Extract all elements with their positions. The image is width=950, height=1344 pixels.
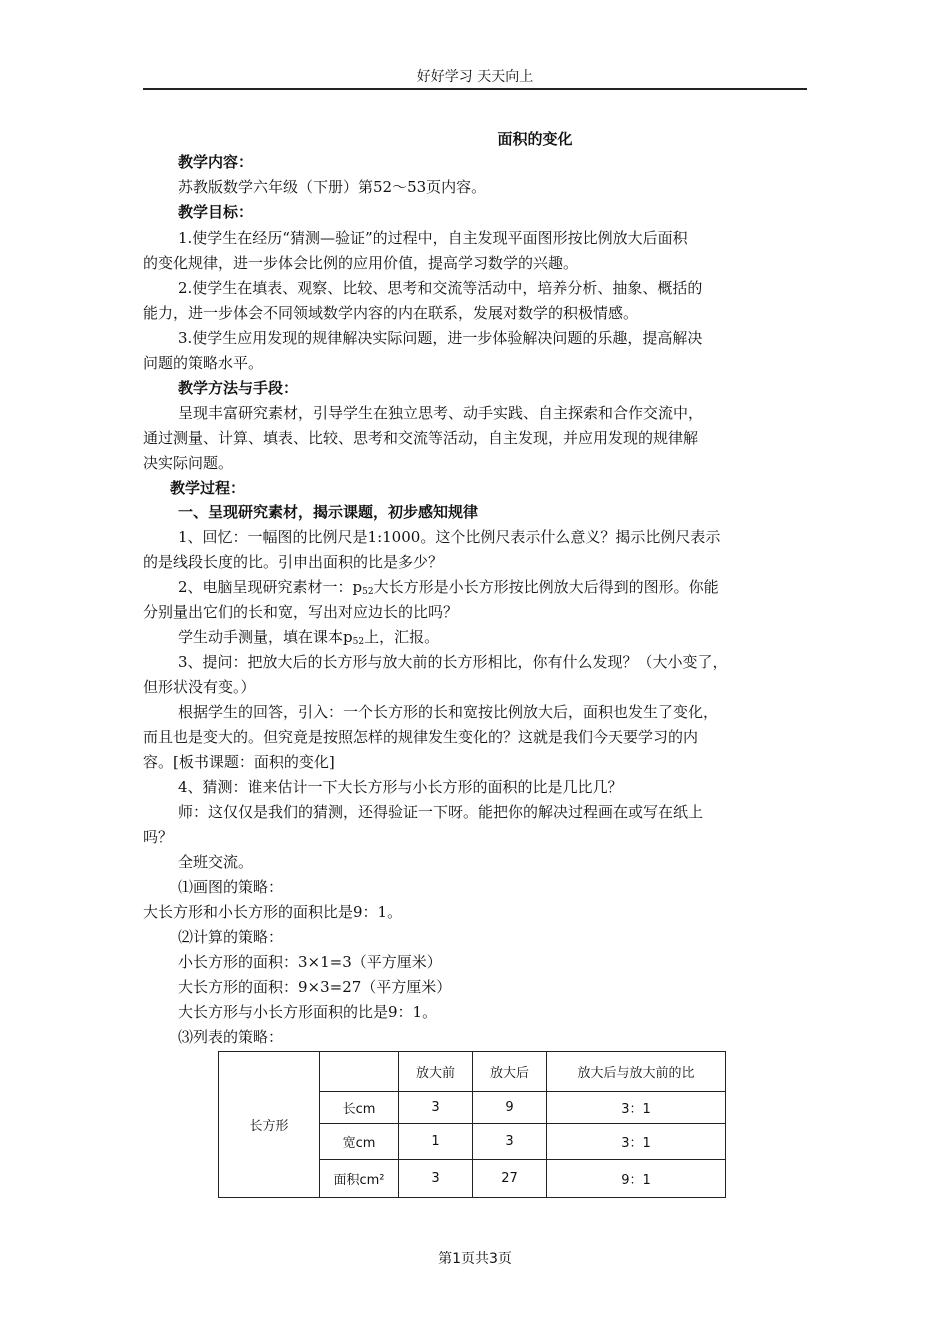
- p2-line-3: [178, 627, 439, 652]
- p3-line-2: 但形状没有变。）: [143, 678, 256, 696]
- p2-line-1-sub: 52: [362, 587, 374, 597]
- p2-line-3-pre: 学生动手测量，填在课本p: [178, 628, 353, 646]
- col-before-header: 放大前: [399, 1052, 473, 1092]
- p1-line-2: 的是线段长度的比。引申出面积的比是多少？: [143, 553, 444, 571]
- strategy-1-text: 大长方形和小长方形的面积比是9：1。: [143, 903, 403, 921]
- p2-line-1-post: 大长方形是小长方形按比例放大后得到的图形。你能: [373, 578, 719, 596]
- p4-line-4: 全班交流。: [178, 853, 254, 871]
- col-after-header: 放大后: [473, 1052, 547, 1092]
- methods-line-2: 通过测量、计算、填表、比较、思考和交流等活动，自主发现，并应用发现的规律解: [143, 429, 699, 447]
- methods-heading: 教学方法与手段：: [178, 379, 299, 397]
- strategy-3-heading: ⑶列表的策略：: [178, 1028, 284, 1046]
- p3-line-5: 容。[板书课题：面积的变化]: [143, 753, 335, 771]
- page-title: 面积的变化: [497, 130, 573, 148]
- cell-ratio: 9：1: [547, 1160, 726, 1198]
- row-label: 面积cm²: [320, 1160, 399, 1198]
- p3-line-3: 根据学生的回答，引入：一个长方形的长和宽按比例放大后，面积也发生了变化，: [178, 703, 719, 721]
- cell-after: 9: [473, 1092, 547, 1124]
- goal-1-line-1: 1.使学生在经历“猜测—验证”的过程中，自主发现平面图形按比例放大后面积: [178, 229, 688, 247]
- row-header-cell: 长方形: [219, 1052, 320, 1198]
- row-label: 宽cm: [320, 1124, 399, 1160]
- goal-3-line-1: 3.使学生应用发现的规律解决实际问题，进一步体验解决问题的乐趣，提高解决: [178, 329, 703, 347]
- row-label: 长cm: [320, 1092, 399, 1124]
- goal-1-line-2: 的变化规律，进一步体会比例的应用价值，提高学习数学的兴趣。: [143, 254, 579, 272]
- p3-line-4: 而且也是变大的。但究竟是按照怎样的规律发生变化的？这就是我们今天要学习的内: [143, 728, 699, 746]
- process-heading: 教学过程：: [170, 479, 246, 497]
- page-footer: 第1页共3页: [438, 1251, 512, 1267]
- strategy-2-line-2: 大长方形的面积：9×3=27（平方厘米）: [178, 978, 452, 996]
- page-header: 好好学习 天天向上: [143, 66, 807, 90]
- ratio-table: [218, 1051, 726, 1198]
- strategy-2-line-1: 小长方形的面积：3×1=3（平方厘米）: [178, 953, 442, 971]
- cell-before: 1: [399, 1124, 473, 1160]
- goals-heading: 教学目标：: [178, 203, 254, 221]
- p2-line-2: 分别量出它们的长和宽，写出对应边长的比吗？: [143, 603, 459, 621]
- corner-cell: [320, 1052, 399, 1092]
- goal-3-line-2: 问题的策略水平。: [143, 354, 264, 372]
- part-1-heading: 一、呈现研究素材，揭示课题，初步感知规律: [178, 503, 479, 521]
- p2-line-3-post: 上，汇报。: [364, 628, 440, 646]
- strategy-2-heading: ⑵计算的策略：: [178, 928, 284, 946]
- goal-2-line-2: 能力，进一步体会不同领域数学内容的内在联系，发展对数学的积极情感。: [143, 304, 639, 322]
- content-heading: 教学内容：: [178, 153, 254, 171]
- p1-line-1: 1、回忆：一幅图的比例尺是1:1000。这个比例尺表示什么意义？揭示比例尺表示: [178, 528, 721, 546]
- p3-line-1: 3、提问：把放大后的长方形与放大前的长方形相比，你有什么发现？（大小变了，: [178, 653, 728, 671]
- strategy-2-line-3: 大长方形与小长方形面积的比是9：1。: [178, 1003, 438, 1021]
- methods-line-3: 决实际问题。: [143, 454, 234, 472]
- p4-line-3: 吗？: [143, 828, 174, 846]
- p4-line-1: 4、猜测：谁来估计一下大长方形与小长方形的面积的比是几比几？: [178, 778, 623, 796]
- cell-ratio: 3：1: [547, 1092, 726, 1124]
- p2-line-3-sub: 52: [352, 637, 365, 647]
- cell-after: 3: [473, 1124, 547, 1160]
- cell-ratio: 3：1: [547, 1124, 726, 1160]
- p2-line-1: [178, 577, 719, 602]
- cell-before: 3: [399, 1160, 473, 1198]
- p2-line-1-pre: 2、电脑呈现研究素材一：p: [178, 578, 363, 596]
- goal-2-line-1: 2.使学生在填表、观察、比较、思考和交流等活动中，培养分析、抽象、概括的: [178, 279, 703, 297]
- cell-before: 3: [399, 1092, 473, 1124]
- methods-line-1: 呈现丰富研究素材，引导学生在独立思考、动手实践、自主探索和合作交流中，: [178, 404, 704, 422]
- strategy-1-heading: ⑴画图的策略：: [178, 878, 284, 896]
- p4-line-2: 师：这仅仅是我们的猜测，还得验证一下呀。能把你的解决过程画在或写在纸上: [178, 803, 704, 821]
- cell-after: 27: [473, 1160, 547, 1198]
- col-ratio-header: 放大后与放大前的比: [547, 1052, 726, 1092]
- content-text: 苏教版数学六年级（下册）第52～53页内容。: [178, 178, 487, 196]
